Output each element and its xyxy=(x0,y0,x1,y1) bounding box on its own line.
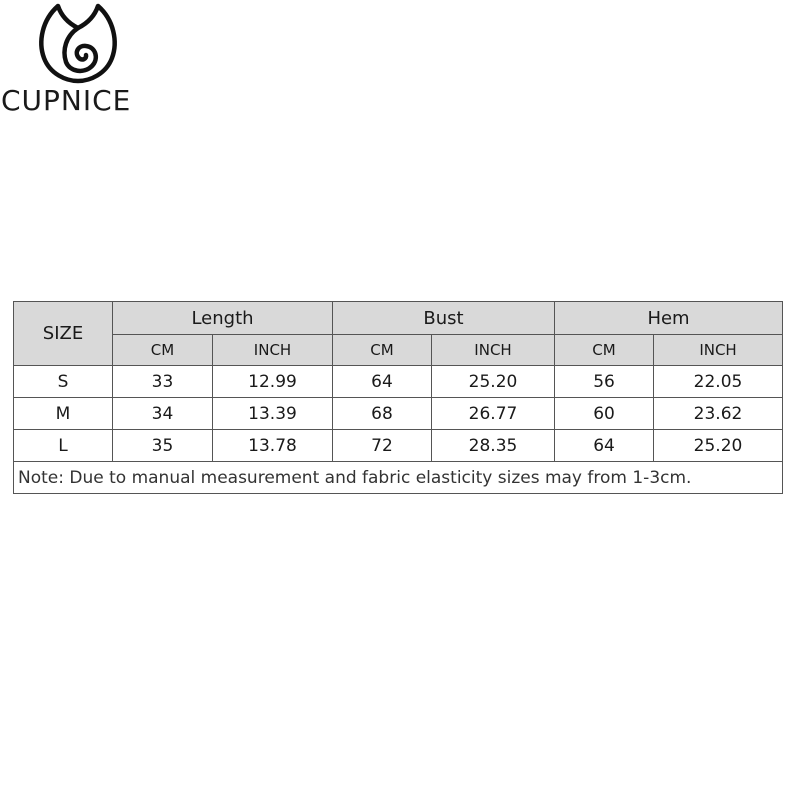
bust-inch-cell: 26.77 xyxy=(432,398,555,430)
bust-cm-cell: 72 xyxy=(333,430,432,462)
bust-inch-cell: 25.20 xyxy=(432,366,555,398)
hem-cm-cell: 64 xyxy=(555,430,654,462)
bust-inch-header: INCH xyxy=(432,335,555,366)
size-chart-table xyxy=(13,301,783,494)
bust-cm-header: CM xyxy=(333,335,432,366)
hem-group-header: Hem xyxy=(555,302,783,335)
hem-cm-header: CM xyxy=(555,335,654,366)
length-inch-cell: 13.39 xyxy=(213,398,333,430)
bust-group-header: Bust xyxy=(333,302,555,335)
header-row xyxy=(14,302,783,335)
length-cm-cell: 34 xyxy=(113,398,213,430)
length-cm-header: CM xyxy=(113,335,213,366)
length-inch-cell: 12.99 xyxy=(213,366,333,398)
measurement-note: Note: Due to manual measurement and fabric elasticity sizes may from 1-3cm. xyxy=(14,462,783,494)
brand-name: CUPNICE xyxy=(1,84,132,117)
flame-spiral-icon xyxy=(36,2,120,84)
table-row xyxy=(14,398,783,430)
unit-header-row xyxy=(14,335,783,366)
size-column-header: SIZE xyxy=(14,302,113,366)
note-row xyxy=(14,462,783,494)
hem-inch-cell: 22.05 xyxy=(654,366,783,398)
table-row xyxy=(14,430,783,462)
hem-inch-cell: 23.62 xyxy=(654,398,783,430)
length-inch-cell: 13.78 xyxy=(213,430,333,462)
size-label: S xyxy=(14,366,113,398)
bust-cm-cell: 64 xyxy=(333,366,432,398)
bust-cm-cell: 68 xyxy=(333,398,432,430)
hem-cm-cell: 56 xyxy=(555,366,654,398)
hem-cm-cell: 60 xyxy=(555,398,654,430)
brand-logo xyxy=(0,0,155,125)
table-row xyxy=(14,366,783,398)
length-cm-cell: 35 xyxy=(113,430,213,462)
length-cm-cell: 33 xyxy=(113,366,213,398)
length-group-header: Length xyxy=(113,302,333,335)
size-label: L xyxy=(14,430,113,462)
bust-inch-cell: 28.35 xyxy=(432,430,555,462)
hem-inch-cell: 25.20 xyxy=(654,430,783,462)
size-label: M xyxy=(14,398,113,430)
hem-inch-header: INCH xyxy=(654,335,783,366)
length-inch-header: INCH xyxy=(213,335,333,366)
